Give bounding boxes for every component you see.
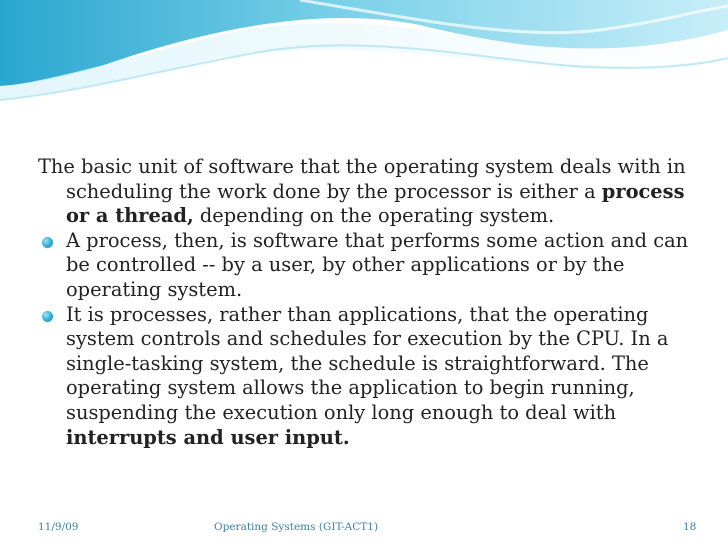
bullet-item-process: A process, then, is software that performs some action and can be controlled -- by a user, by other applications or by the operating system. — [38, 229, 698, 303]
bullet-icon — [42, 237, 53, 248]
bullet-item-scheduling: It is processes, rather than applications, that the operating system controls and schedules for execution by the CPU. In a single-tasking system, the schedule is straightforward. The operating system allows the application to begin running, suspending the execution only long enough to deal with interrupts and user input. — [38, 303, 698, 451]
intro-paragraph: The basic unit of software that the operating system deals with in scheduling the work done by the processor is either a process or a thread, depending on the operating system. — [38, 155, 686, 228]
bullet-icon — [42, 311, 53, 322]
slide-number: 18 — [683, 521, 697, 533]
footer-date: 11/9/09 — [38, 521, 79, 533]
slide-body — [38, 155, 698, 450]
header-wave-decoration — [0, 0, 728, 120]
footer-title: Operating Systems (GIT-ACT1) — [214, 521, 379, 533]
